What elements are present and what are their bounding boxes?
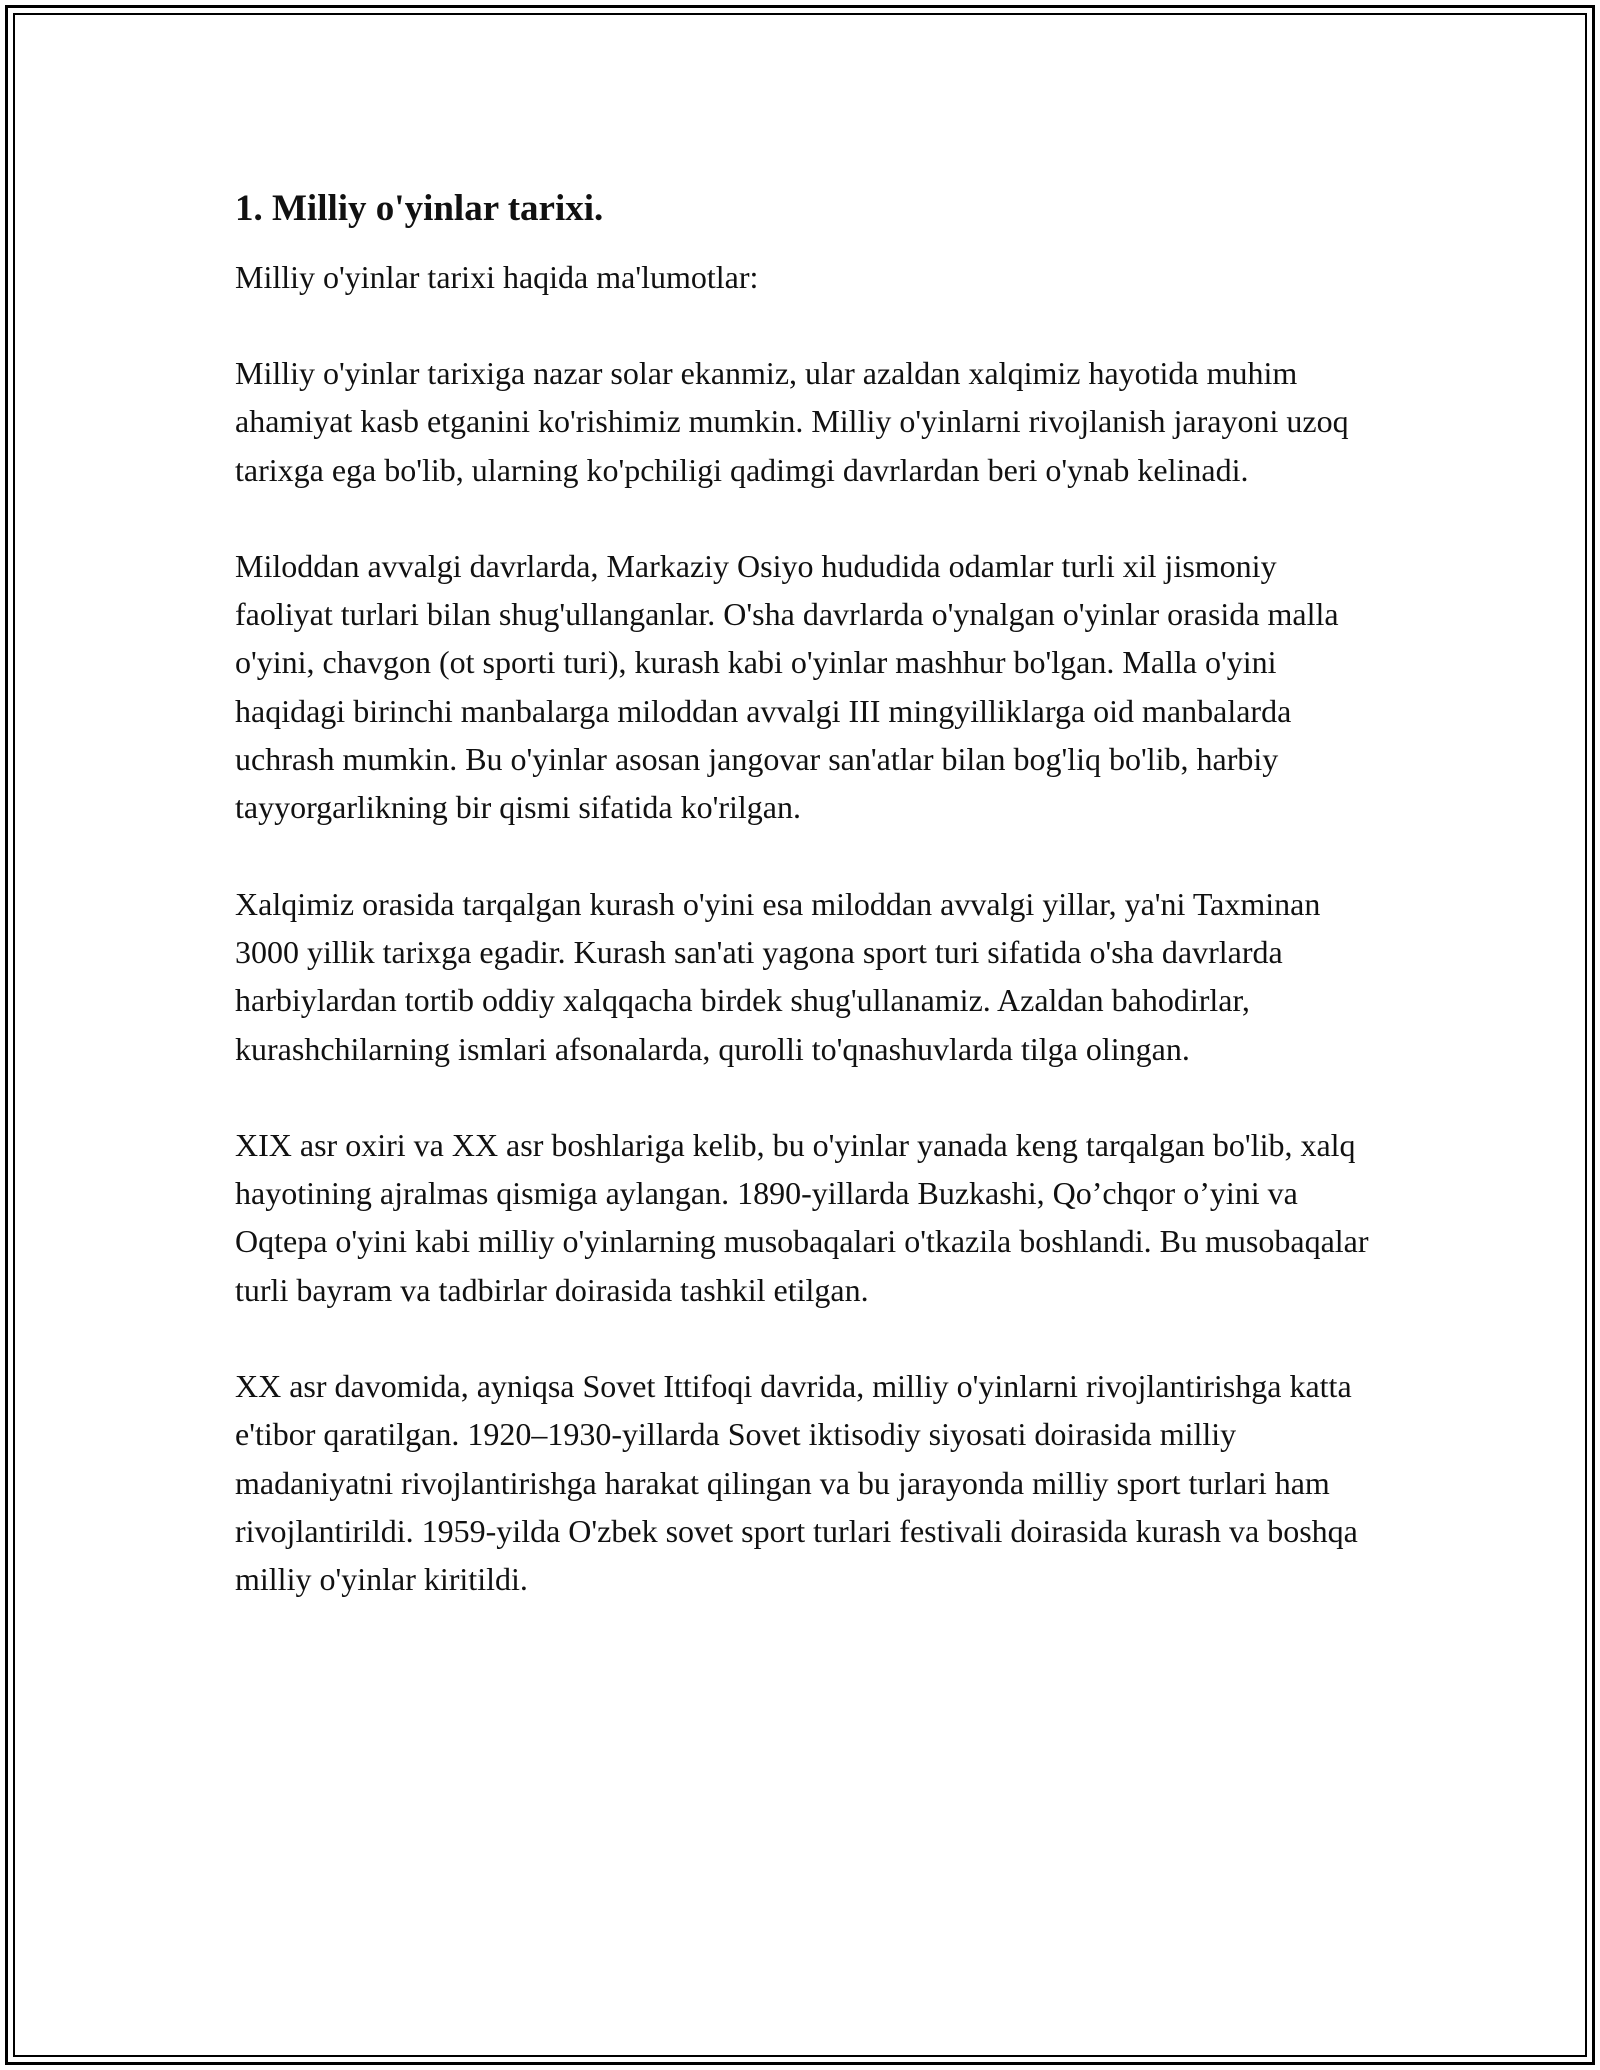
document-title: 1. Milliy o'yinlar tarixi. <box>235 188 604 229</box>
document-page <box>235 185 1370 1652</box>
paragraph: Miloddan avvalgi davrlarda, Markaziy Osiyo hududida odamlar turli xil jismoniy faoliyat turlari bilan shug'ullanganlar. O'sha davrlarda o'ynalgan o'yinlar orasida malla o'yini, chavgon (ot sporti turi), kurash kabi o'yinlar mashhur bo'lgan. Malla o'yini haqidagi birinchi manbalarga miloddan avvalgi III mingyilliklarga oid manbalarda uchrash mumkin. Bu o'yinlar asosan jangovar san'atlar bilan bog'liq bo'lib, harbiy tayyorgarlikning bir qismi sifatida ko'rilgan. <box>235 547 1339 826</box>
paragraph: XIX asr oxiri va XX asr boshlariga kelib, bu o'yinlar yanada keng tarqalgan bo'lib, xalq hayotining ajralmas qismiga aylangan. 1890-yillarda Buzkashi, Qo’chqor o’yini va Oqtepa o'yini kabi milliy o'yinlarning musobaqalari o'tkazila boshlandi. Bu musobaqalar turli bayram va tadbirlar doirasida tashkil etilgan. <box>235 1126 1369 1308</box>
intro-line: Milliy o'yinlar tarixi haqida ma'lumotlar: <box>235 259 759 295</box>
paragraph: XX asr davomida, ayniqsa Sovet Ittifoqi davrida, milliy o'yinlarni rivojlantirishga katta e'tibor qaratilgan. 1920–1930-yillarda Sovet iktisodiy siyosati doirasida milliy madaniyatni rivojlantirishga harakat qilingan va bu jarayonda milliy sport turlari ham rivojlantirildi. 1959-yilda O'zbek sovet sport turlari festivali doirasida kurash va boshqa milliy o'yinlar kiritildi. <box>235 1368 1358 1598</box>
paragraph: Milliy o'yinlar tarixiga nazar solar ekanmiz, ular azaldan xalqimiz hayotida muhim ahamiyat kasb etganini ko'rishimiz mumkin. Milliy o'yinlarni rivojlanish jarayoni uzoq tarixga ega bo'lib, ularning ko'pchiligi qadimgi davrlardan beri o'ynab kelinadi. <box>235 355 1349 488</box>
paragraph: Xalqimiz orasida tarqalgan kurash o'yini esa miloddan avvalgi yillar, ya'ni Taxminan 3000 yillik tarixga egadir. Kurash san'ati yagona sport turi sifatida o'sha davrlarda harbiylardan tortib oddiy xalqqacha birdek shug'ullanamiz. Azaldan bahodirlar, kurashchilarning ismlari afsonalarda, qurolli to'qnashuvlarda tilga olingan. <box>235 885 1321 1067</box>
